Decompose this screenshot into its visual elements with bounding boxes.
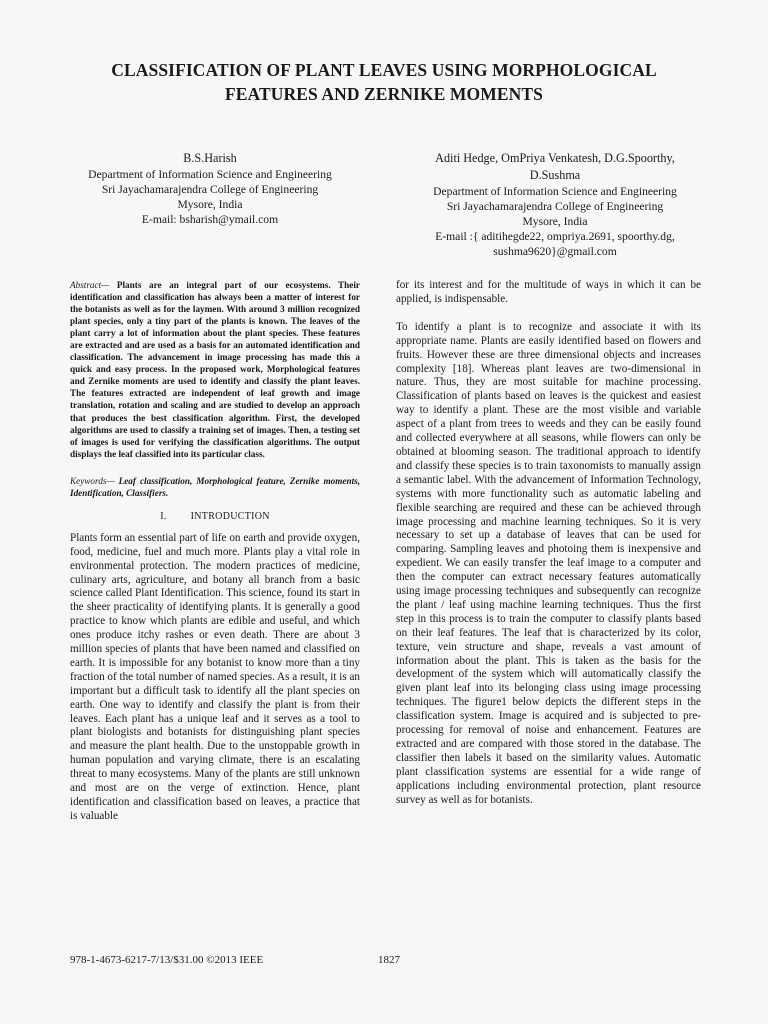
section-number: I. (160, 510, 167, 522)
abstract (70, 279, 360, 460)
author-email: E-mail: bsharish@ymail.com (141, 213, 279, 226)
intro-paragraph-1: Plants form an essential part of life on earth and provide oxygen, food, medicine, fuel and much more. Plants play a vital role in environmental protection. The modern practices of medicine, culinary arts, agriculture, and botany all branch from a basic science called Plant Identification. This science, found its start in the sheer practicality of identifying plants. It is generally a good practice to know which plants are edible and useful, and which ones produce itchy rashes or even death. There are about 3 million species of plants that have been named and classified on earth. It is impossible for any botanist to know more than a tiny fraction of the total number of named species. As a result, it is an important but a difficult task to identify all the plant species on earth. One way to identify and classify the plant is from their leaves. Each plant has a unique leaf and it serves as a tool to plant biologists and botanists for distinguishing plant species and measure the plant health. Due to the unstoppable growth in human population and varying climate, there is an escalating threat to many ecosystems. Many of the plants are still unknown and most are on the verge of extinction. Hence, plant identification and classification based on leaves, a practice that is valuable (70, 531, 360, 822)
right-column (396, 279, 701, 808)
author-block-left (55, 150, 365, 227)
left-column (70, 279, 360, 824)
paper-title (40, 58, 728, 106)
intro-paragraph-1-continued: for its interest and for the multitude of ways in which it can be applied, is indispensable. (396, 279, 701, 305)
title-line-2: FEATURES AND ZERNIKE MOMENTS (224, 84, 543, 104)
section-title: INTRODUCTION (190, 510, 270, 522)
author-department: Department of Information Science and Engineering (433, 185, 677, 198)
author-department: Department of Information Science and Engineering (88, 168, 332, 181)
intro-paragraph-2: To identify a plant is to recognize and associate it with its appropriate name. Plants are easily identified based on flowers and fruits. However these are three dimensional objects and increases complexity [18]. Whereas plant leaves are two-dimensional in nature. Thus, they are most suitable for machine processing. Classification of plants based on leaves is the quickest and easiest way to identify a plant. These are the most visible and variable aspect of a plant from trees to weeds and they can be easily found and collected everywhere at all seasons, while flowers can only be obtained at blooming season. The traditional approach to identify and classify these species is to train taxonomists to manually assign a semantic label. With the advancement of Information Technology, systems with more functionality such as automatic labeling and flexible searching are required and these can be achieved through image processing and machine learning techniques. So it is very necessary to set up a database of leaves that can be used for comparing. Sampling leaves and photoing them is inexpensive and expedient. We can easily transfer the leaf image to a computer and then the computer can extract necessary features automatically using image processing techniques and subsequently can recognize the plant / leaf using machine learning techniques. Thus the first step in this process is to train the computer to classify plants based on their leaf features. The leaf that is characterized by its color, texture, vein structure and shape, reveals a vast amount of information about the plant. This is taken as the basis for the development of the system which will automatically classify the given plant leaf into its belonging class using image processing techniques. The figure1 below depicts the different steps in the classification system. Image is acquired and is subjected to pre-processing for removal of noise and enhancement. Features are extracted and are compared with those stored in the database. The classifier then labels it based on the similarity values. Automatic plant classification systems are essential for a wide range of applications including environmental protection, plant resource survey as well as for botanists. (396, 320, 701, 806)
author-location: Mysore, India (522, 215, 588, 228)
keywords-label: Keywords— (70, 475, 115, 486)
author-names-line-1: Aditi Hedge, OmPriya Venkatesh, D.G.Spoorthy, (435, 151, 675, 165)
author-email-line-2: sushma9620}@gmail.com (493, 245, 617, 258)
author-name: B.S.Harish (183, 151, 237, 165)
abstract-text: Plants are an integral part of our ecosystems. Their identification and classification has always been a matter of interest for the botanists as well as for the laymen. With around 3 million recognized plant species, only a tiny part of the plants is known. The leaves of the plant carry a lot of information about the plant species. These features are extracted and are used as a basis for an automated identification and classification. The advancement in image processing has made this a quick and easy process. In the proposed work, Morphological features and Zernike moments are used to identify and classify the plant leaves. The features extracted are independent of leaf growth and image translation, rotation and scaling and are studied to develop an approach that produces the best classification algorithm. First, the developed algorithms are used to classify a training set of images. Then, a testing set of images is used for verifying the classification algorithms. The output displays the leaf classified into its particular class. (70, 280, 360, 459)
author-location: Mysore, India (177, 198, 243, 211)
keywords (70, 475, 360, 499)
author-names-line-2: D.Sushma (529, 168, 581, 182)
author-email-line-1: E-mail :{ aditihegde22, ompriya.2691, spoorthy.dg, (435, 230, 675, 243)
section-heading-introduction (70, 511, 360, 522)
footer-isbn: 978-1-4673-6217-7/13/$31.00 ©2013 IEEE (70, 954, 264, 966)
keywords-text: Leaf classification, Morphological feature, Zernike moments, Identification, Classifiers. (70, 475, 360, 498)
page-number: 1827 (378, 954, 400, 966)
author-block-right (380, 150, 730, 259)
author-college: Sri Jayachamarajendra College of Engineering (101, 183, 319, 196)
author-college: Sri Jayachamarajendra College of Engineering (446, 200, 664, 213)
title-line-1: CLASSIFICATION OF PLANT LEAVES USING MORPHOLOGICAL (111, 60, 657, 80)
abstract-label: Abstract— (70, 280, 110, 290)
